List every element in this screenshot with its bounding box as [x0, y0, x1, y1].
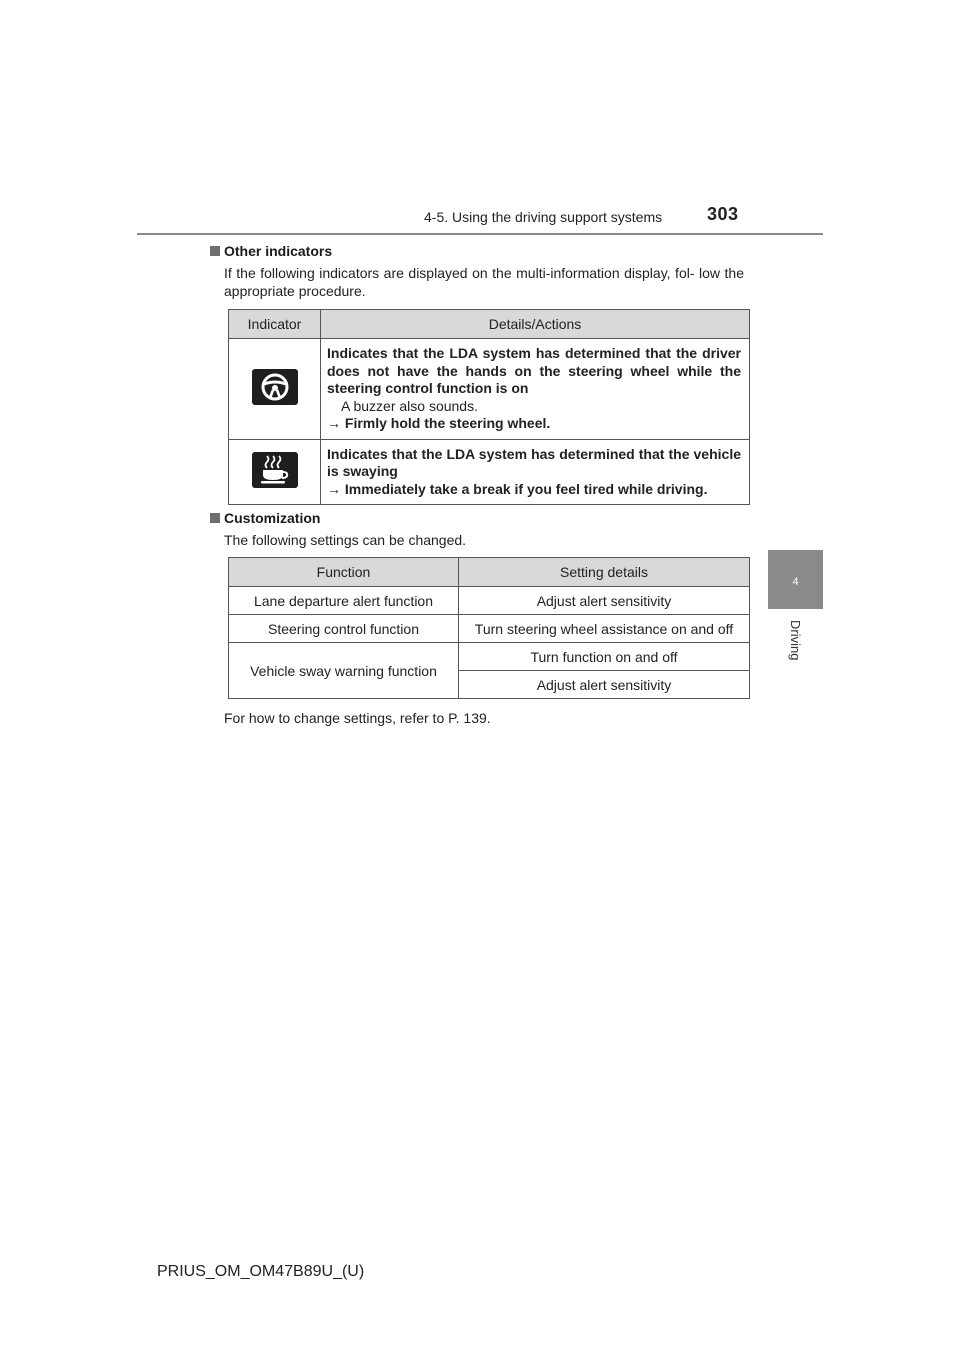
indicator-icon-cell [229, 339, 321, 440]
table-header-row [229, 310, 750, 339]
indicator-action-line [327, 481, 741, 499]
indicator-description: Indicates that the LDA system has determined that the driver does not have the hands on the steering wheel while the steering control function is on [327, 345, 741, 396]
column-header-details: Details/Actions [321, 310, 750, 339]
table-row [229, 339, 750, 440]
other-indicators-heading [210, 243, 332, 259]
customization-heading-text: Customization [224, 510, 321, 526]
indicator-note: A buzzer also sounds. [341, 397, 478, 414]
page-number: 303 [707, 204, 739, 224]
other-indicators-intro: If the following indicators are displayed on the multi-information display, fol- low the appropriate procedure. [224, 265, 744, 299]
table-cell: Adjust alert sensitivity [459, 671, 750, 699]
header-divider [137, 233, 823, 235]
section-title: 4-5. Using the driving support systems [424, 209, 663, 225]
table-header-row [229, 558, 750, 587]
indicator-icon-cell [229, 439, 321, 505]
indicator-action-line [327, 415, 741, 433]
table-cell: Lane departure alert function [229, 587, 459, 615]
arrow-right-icon: → [327, 480, 341, 497]
chapter-tab [768, 550, 823, 609]
chapter-number: 4 [792, 576, 799, 588]
table-cell: Vehicle sway warning function [229, 643, 459, 699]
customization-intro: The following settings can be changed. [224, 532, 467, 548]
indicator-action: Firmly hold the steering wheel. [344, 415, 551, 431]
table-row [229, 587, 750, 615]
table-row [229, 643, 750, 671]
square-bullet-icon [210, 513, 220, 523]
column-header-indicator: Indicator [229, 310, 321, 339]
hands-off-steering-wheel-icon [252, 369, 298, 405]
indicator-description: Indicates that the LDA system has determined that the vehicle is swaying [327, 445, 741, 479]
table-cell: Turn function on and off [459, 643, 750, 671]
square-bullet-icon [210, 246, 220, 256]
customization-heading [210, 510, 320, 526]
document-code: PRIUS_OM_OM47B89U_(U) [157, 1263, 365, 1280]
indicator-table [228, 309, 750, 505]
arrow-right-icon: → [327, 415, 341, 431]
table-cell: Turn steering wheel assistance on and off [459, 615, 750, 643]
other-indicators-heading-text: Other indicators [224, 243, 333, 259]
customization-footer: For how to change settings, refer to P. 139. [224, 710, 491, 726]
chapter-label-text: Driving [788, 620, 803, 661]
indicator-details-cell [321, 339, 750, 440]
table-cell: Adjust alert sensitivity [459, 587, 750, 615]
coffee-cup-icon [252, 452, 298, 488]
table-row [229, 439, 750, 505]
customization-table [228, 557, 750, 699]
column-header-function: Function [229, 558, 459, 587]
column-header-setting: Setting details [459, 558, 750, 587]
indicator-details-cell [321, 439, 750, 505]
table-row [229, 615, 750, 643]
indicator-action: Immediately take a break if you feel tired while driving. [344, 480, 708, 497]
chapter-label [764, 620, 824, 670]
table-cell: Steering control function [229, 615, 459, 643]
